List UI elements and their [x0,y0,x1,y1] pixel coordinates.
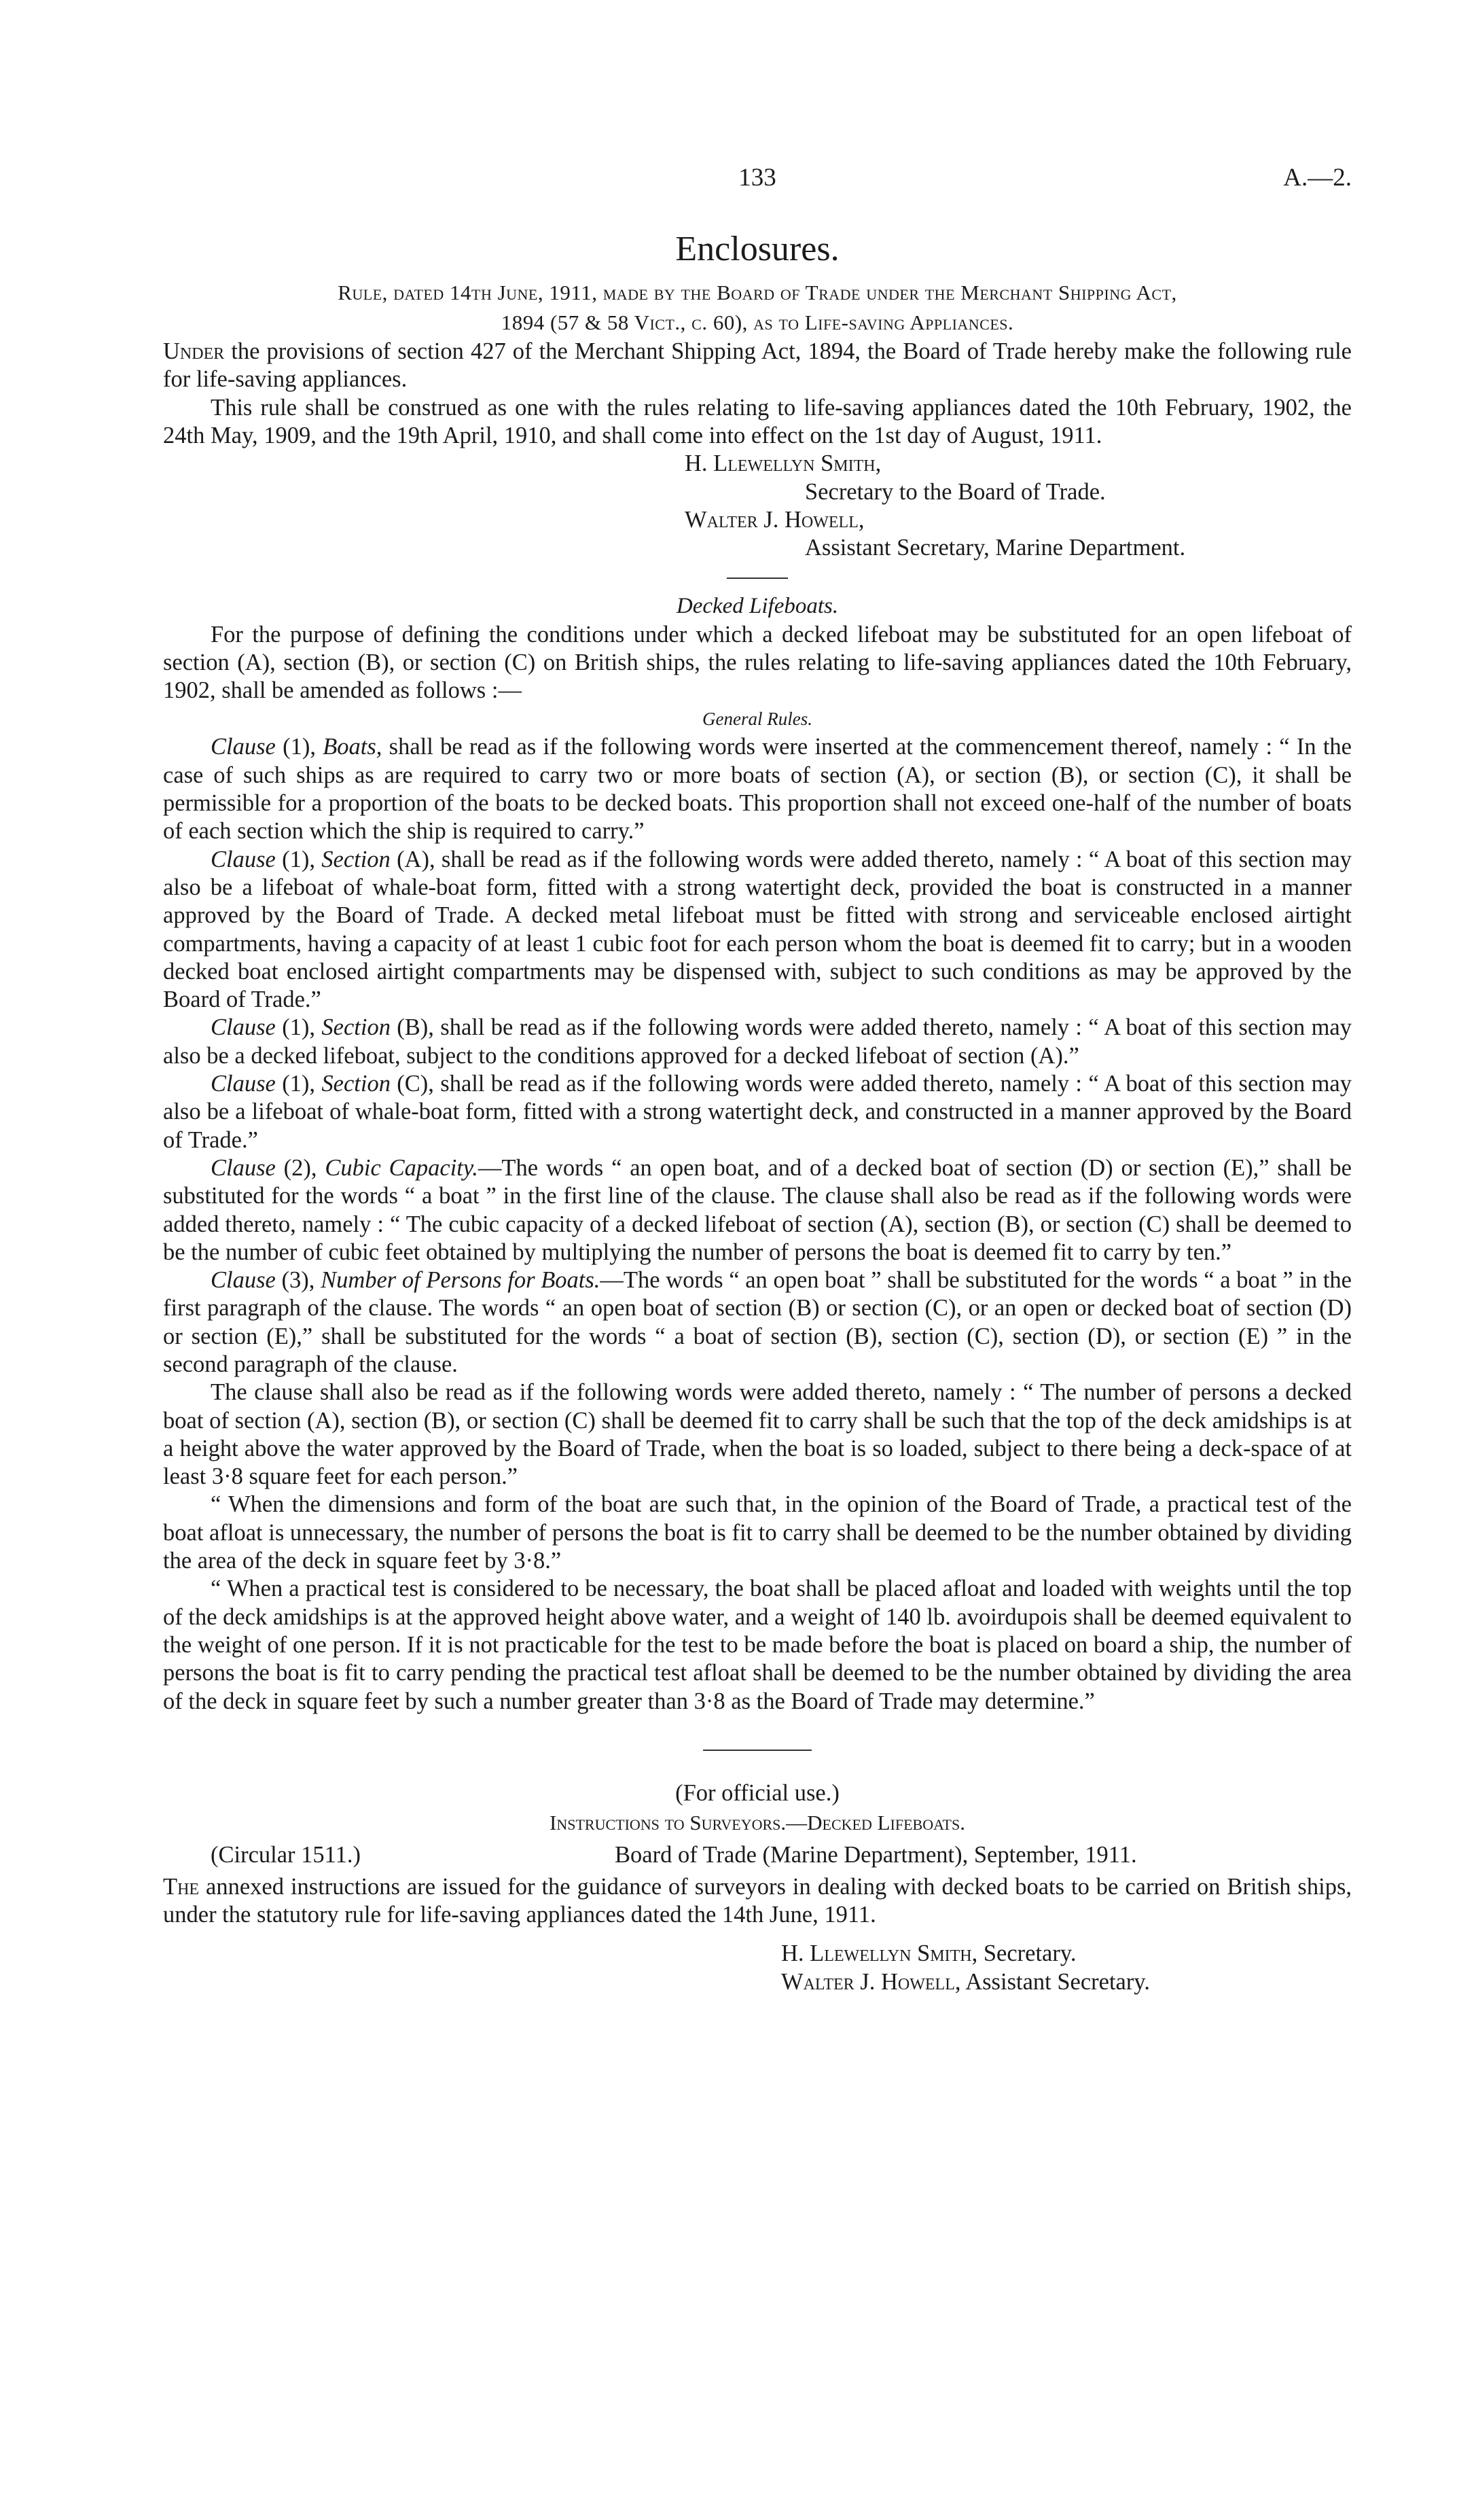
document-reference: A.—2. [1283,164,1352,192]
clause-paragraph: Clause (1), Section (C), shall be read as if the following words were added thereto, namely : “ A boat of this section may also be a lifeboat of whale-boat form, fitted with a strong watertight deck, and constructed in a manner approved by the Board of Trade.” [163,1071,1352,1153]
clause-paragraph: Clause (2), Cubic Capacity.—The words “ an open boat, and of a decked boat of section (D) or section (E),” shall be substituted for the words “ a boat ” in the first line of the clause. The clause shall also be read as if the following words were added thereto, namely : “ The cubic capacity of a decked lifeboat of section (A), section (B), or section (C) shall be deemed to be the number of cubic feet obtained by multiplying the number of persons the boat is deemed fit to carry by ten.” [163,1154,1352,1265]
divider [703,1750,812,1751]
signatory-name-2: Walter J. Howell, [685,506,865,533]
rule-heading-line-2: 1894 (57 & 58 Vict., c. 60), as to Life-saving Appliances. [501,310,1014,335]
section-title: Enclosures. [675,230,840,268]
rule-paragraph-1: Under the provisions of section 427 of the Merchant Shipping Act, 1894, the Board of Trade hereby make the following rule for life-saving appliances. [163,338,1352,393]
lead-word: Under [163,338,225,365]
body-paragraph: The clause shall also be read as if the following words were added thereto, namely : “ The number of persons a decked boat of section (A), section (B), or section (C) shall be deemed fit to carry shall be such that the top of the deck amidships is at a height above the water approved by the Board of Trade, when the boat is so loaded, subject to there being a deck-space of at least 3·8 square feet for each person.” [163,1379,1352,1490]
clause-paragraph: Clause (1), Boats, shall be read as if the following words were inserted at the commencement thereof, namely : “ In the case of such ships as are required to carry two or more boats of section (A), or section (B), or section (C), it shall be permissible for a proportion of the boats to be decked boats. This proportion shall not exceed one-half of the number of boats of each section which the ship is required to carry.” [163,734,1352,845]
issuing-board: Board of Trade (Marine Department), September, 1911. [615,1841,1137,1868]
general-rules-heading: General Rules. [702,709,812,730]
rule-signatures [163,450,1352,562]
page-number: 133 [738,164,776,192]
instructions-signatures [163,1940,1352,1996]
body-paragraph: “ When the dimensions and form of the boat are such that, in the opinion of the Board of Trade, a practical test of the boat afloat is unnecessary, the number of persons the boat is fit to carry shall be deemed to be the number obtained by dividing the area of the deck in square feet by 3·8.” [163,1491,1352,1574]
divider [727,578,788,579]
circular-line [163,1842,1352,1873]
signatory-title-2: Assistant Secretary, Marine Department. [805,535,1186,561]
signatory-name-1: H. Llewellyn Smith, [685,450,882,477]
circular-number: (Circular 1511.) [211,1841,361,1868]
clause-paragraph: Clause (3), Number of Persons for Boats.—The words “ an open boat ” shall be substituted for the words “ a boat ” in the first paragraph of the clause. The words “ an open boat of section (B) or section (C), or an open or decked boat of section (D) or section (E),” shall be substituted for the words “ a boat of section (B), section (C), section (D), or section (E) ” in the second paragraph of the clause. [163,1267,1352,1377]
clause-paragraph: Clause (1), Section (A), shall be read as if the following words were added thereto, namely : “ A boat of this section may also be a lifeboat of whale-boat form, fitted with a strong watertight deck, provided the boat is constructed in a manner approved by the Board of Trade. A decked metal lifeboat must be fitted with strong and serviceable enclosed airtight compartments, having a capacity of at least 1 cubic foot for each person whom the boat is deemed fit to carry; but in a wooden decked boat enclosed airtight compartments may be dispensed with, subject to such conditions as may be approved by the Board of Trade.” [163,846,1352,1013]
body-paragraph: “ When a practical test is considered to be necessary, the boat shall be placed afloat and loaded with weights until the top of the deck amidships is at the approved height above water, and a weight of 140 lb. avoirdupois shall be deemed equivalent to the weight of one person. If it is not practicable for the test to be made before the boat is placed on board a ship, the number of persons the boat is fit to carry pending the practical test afloat shall be deemed to be the number obtained by dividing the area of the deck in square feet by such a number greater than 3·8 as the Board of Trade may determine.” [163,1576,1352,1714]
signatory-line-2: Walter J. Howell, Assistant Secretary. [781,1968,1150,1995]
instructions-paragraph: The annexed instructions are issued for the guidance of surveyors in dealing with decked boats to be carried on British ships, under the statutory rule for life-saving appliances dated the 14th June, 1911. [163,1873,1352,1928]
document-page [163,163,1352,1996]
signatory-line-1: H. Llewellyn Smith, Secretary. [781,1940,1077,1967]
clause-paragraph: Clause (1), Section (B), shall be read as if the following words were added thereto, namely : “ A boat of this section may also be a decked lifeboat, subject to the conditions approved for a decked lifeboat of section (A).” [163,1014,1352,1069]
signatory-title-1: Secretary to the Board of Trade. [805,478,1106,505]
decked-lifeboats-heading: Decked Lifeboats. [676,593,839,618]
page-header [163,163,1352,204]
official-use-note: (For official use.) [675,1779,840,1806]
rule-heading-line-1: Rule, dated 14th June, 1911, made by the Board of Trade under the Merchant Shipping Act, [338,281,1177,305]
instructions-heading: Instructions to Surveyors.—Decked Lifeboats. [550,1810,965,1834]
decked-intro: For the purpose of defining the conditions under which a decked lifeboat may be substituted for an open lifeboat of section (A), section (B), or section (C) on British ships, the rules relating to life-saving appliances dated the 10th February, 1902, shall be amended as follows :— [163,621,1352,704]
rule-paragraph-2: This rule shall be construed as one with the rules relating to life-saving appliances dated the 10th February, 1902, the 24th May, 1909, and the 19th April, 1910, and shall come into effect on the 1st day of August, 1911. [163,394,1352,449]
rule-heading [163,278,1352,338]
lead-word: The [163,1873,200,1900]
